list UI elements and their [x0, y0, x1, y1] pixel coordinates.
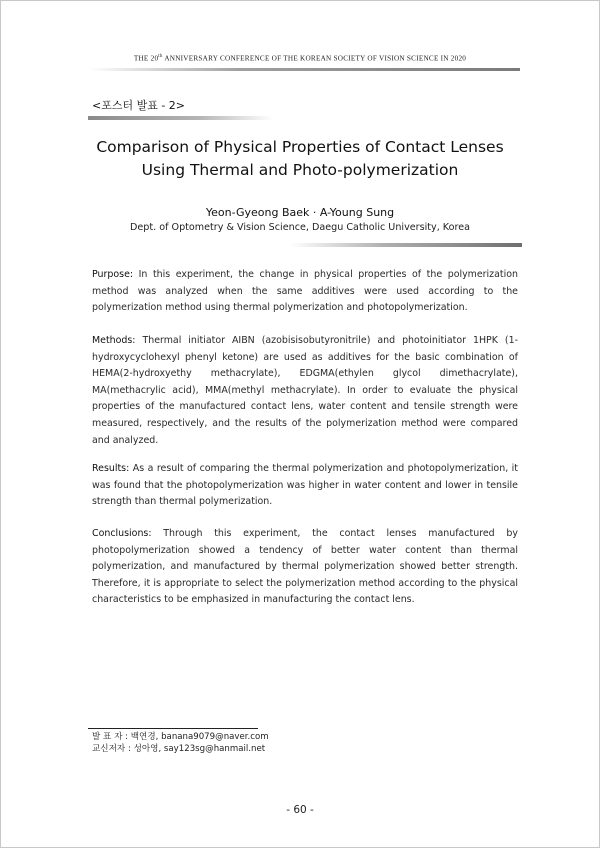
- poster-label: <포스터 발표 - 2>: [92, 99, 186, 112]
- header-superscript: th: [158, 54, 163, 59]
- header-prefix: THE 20: [133, 54, 159, 63]
- authors: Yeon-Gyeong Baek · A-Young Sung: [205, 206, 395, 219]
- results-heading: Results:: [92, 463, 130, 474]
- methods-section: [92, 333, 518, 449]
- paper-title: [40, 136, 560, 182]
- page-number: - 60 -: [286, 804, 314, 816]
- conclusions-heading: Conclusions:: [92, 528, 152, 539]
- presenter-footnote: 발 표 자 : 백연경, banana9079@naver.com: [92, 732, 269, 742]
- conclusions-text: Through this experiment, the contact lenses manufactured by photopolymerization showed a tendency of better water content than thermal polymerization, and manufactured by thermal polymerization showed better strength. Therefore, it is appropriate to select the polymerization method according to the physical characteristics to be emphasized in manufacturing the contact lens.: [92, 528, 518, 606]
- poster-rule: [88, 116, 273, 120]
- footnote-rule: [88, 728, 258, 729]
- conclusions-section: [92, 526, 518, 609]
- title-line-1: Comparison of Physical Properties of Contact Lenses: [96, 138, 504, 156]
- running-header: [0, 54, 600, 62]
- methods-text: Thermal initiator AIBN (azobisisobutyronitrile) and photoinitiator 1HPK (1-hydroxycyclohexyl phenyl ketone) are used as additives for the basic combination of HEMA(2-hydroxyethy methacrylate), EDGMA(ethylen glycol dimethacrylate), MA(methacrylic acid), MMA(methyl methacrylate). In order to evaluate the physical properties of the manufactured contact lens, water content and tensile strength were measured, respectively, and the results of the polymerization method were compared and analyzed.: [92, 335, 518, 446]
- results-section: [92, 461, 518, 511]
- purpose-section: [92, 267, 518, 317]
- header-suffix: ANNIVERSARY CONFERENCE OF THE KOREAN SOCIETY OF VISION SCIENCE IN 2020: [162, 54, 467, 63]
- corresponding-author-footnote: 교신저자 : 성아영, say123sg@hanmail.net: [92, 744, 266, 754]
- purpose-heading: Purpose:: [92, 269, 134, 280]
- results-text: As a result of comparing the thermal polymerization and photopolymerization, it was found that the photopolymerization was higher in water content and lower in tensile strength than thermal polymerization.: [92, 463, 518, 508]
- title-line-2: Using Thermal and Photo-polymerization: [141, 161, 459, 179]
- affiliation-rule: [290, 243, 522, 247]
- header-rule: [88, 68, 520, 71]
- affiliation: Dept. of Optometry & Vision Science, Daegu Catholic University, Korea: [129, 222, 470, 233]
- methods-heading: Methods:: [92, 335, 136, 346]
- purpose-text: In this experiment, the change in physical properties of the polymerization method was analyzed when the same additives were used according to the polymerization method using thermal polymerization and photopolymerization.: [92, 269, 518, 314]
